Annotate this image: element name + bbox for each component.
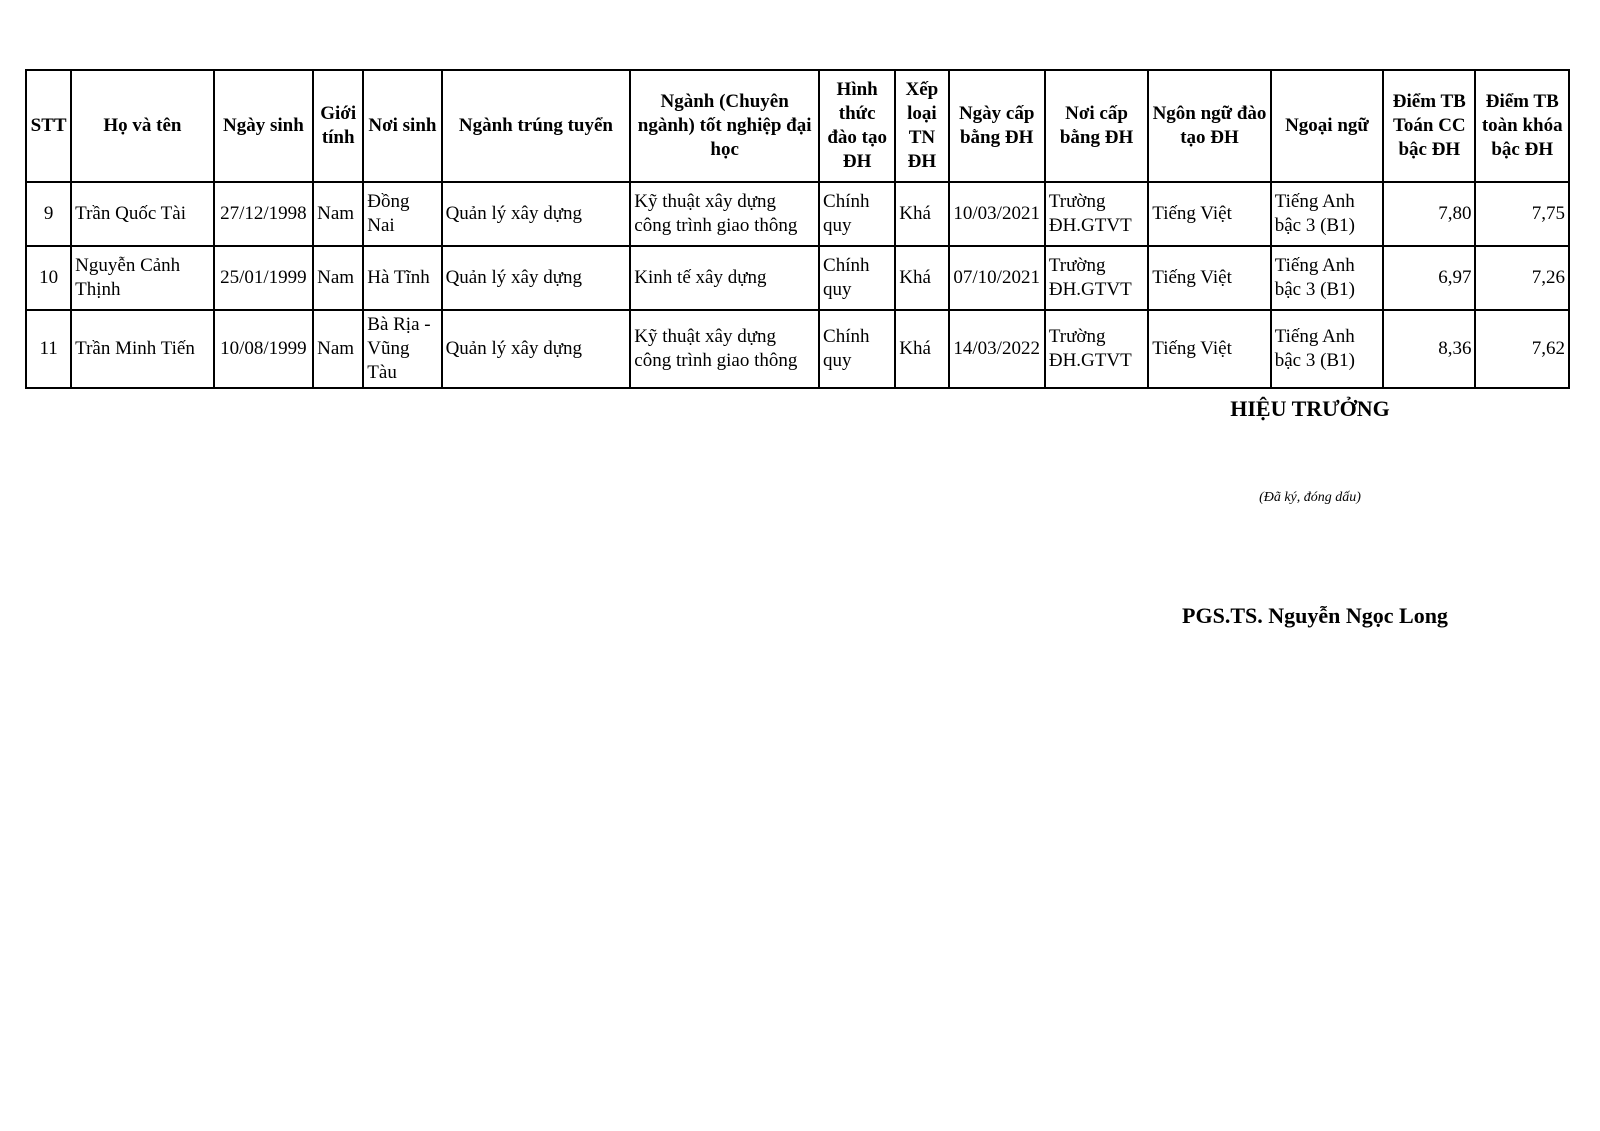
cell-birthplace: Hà Tĩnh <box>363 246 441 310</box>
cell-avg-total: 7,62 <box>1475 310 1569 388</box>
cell-degree-date: 10/03/2021 <box>949 182 1045 246</box>
cell-gender: Nam <box>313 182 363 246</box>
cell-rank: Khá <box>895 182 948 246</box>
table-row <box>26 182 1569 246</box>
cell-training-form: Chính quy <box>819 310 895 388</box>
cell-dob: 10/08/1999 <box>214 310 313 388</box>
header-avg-math: Điểm TB Toán CC bậc ĐH <box>1383 70 1475 182</box>
cell-avg-total: 7,26 <box>1475 246 1569 310</box>
cell-name: Nguyễn Cảnh Thịnh <box>71 246 214 310</box>
cell-grad-major: Kỹ thuật xây dựng công trình giao thông <box>630 182 819 246</box>
table-row <box>26 310 1569 388</box>
cell-issuer: Trường ĐH.GTVT <box>1045 182 1148 246</box>
cell-name: Trần Quốc Tài <box>71 182 214 246</box>
header-grad-major: Ngành (Chuyên ngành) tốt nghiệp đại học <box>630 70 819 182</box>
cell-name: Trần Minh Tiến <box>71 310 214 388</box>
header-admitted-major: Ngành trúng tuyển <box>442 70 631 182</box>
cell-foreign-lang: Tiếng Anh bậc 3 (B1) <box>1271 182 1383 246</box>
header-training-form: Hình thức đào tạo ĐH <box>819 70 895 182</box>
cell-training-form: Chính quy <box>819 246 895 310</box>
cell-stt: 9 <box>26 182 71 246</box>
cell-dob: 27/12/1998 <box>214 182 313 246</box>
header-issuer: Nơi cấp bằng ĐH <box>1045 70 1148 182</box>
results-table <box>25 69 1570 389</box>
cell-gender: Nam <box>313 310 363 388</box>
cell-foreign-lang: Tiếng Anh bậc 3 (B1) <box>1271 310 1383 388</box>
cell-rank: Khá <box>895 310 948 388</box>
header-degree-date: Ngày cấp bằng ĐH <box>949 70 1045 182</box>
cell-avg-math: 7,80 <box>1383 182 1475 246</box>
cell-avg-math: 6,97 <box>1383 246 1475 310</box>
cell-language: Tiếng Việt <box>1148 246 1270 310</box>
cell-issuer: Trường ĐH.GTVT <box>1045 246 1148 310</box>
signatory-name: PGS.TS. Nguyễn Ngọc Long <box>1182 603 1448 628</box>
header-row <box>26 70 1569 182</box>
cell-birthplace: Bà Rịa - Vũng Tàu <box>363 310 441 388</box>
table-row <box>26 246 1569 310</box>
cell-stt: 11 <box>26 310 71 388</box>
cell-admitted-major: Quản lý xây dựng <box>442 182 631 246</box>
cell-grad-major: Kinh tế xây dựng <box>630 246 819 310</box>
cell-avg-math: 8,36 <box>1383 310 1475 388</box>
signature-note: (Đã ký, đóng dấu) <box>1259 490 1361 505</box>
cell-grad-major: Kỹ thuật xây dựng công trình giao thông <box>630 310 819 388</box>
cell-birthplace: Đồng Nai <box>363 182 441 246</box>
cell-avg-total: 7,75 <box>1475 182 1569 246</box>
cell-training-form: Chính quy <box>819 182 895 246</box>
cell-foreign-lang: Tiếng Anh bậc 3 (B1) <box>1271 246 1383 310</box>
header-rank: Xếp loại TN ĐH <box>895 70 948 182</box>
cell-issuer: Trường ĐH.GTVT <box>1045 310 1148 388</box>
cell-language: Tiếng Việt <box>1148 182 1270 246</box>
cell-degree-date: 07/10/2021 <box>949 246 1045 310</box>
cell-admitted-major: Quản lý xây dựng <box>442 310 631 388</box>
cell-dob: 25/01/1999 <box>214 246 313 310</box>
header-foreign-lang: Ngoại ngữ <box>1271 70 1383 182</box>
header-avg-total: Điểm TB toàn khóa bậc ĐH <box>1475 70 1569 182</box>
header-stt: STT <box>26 70 71 182</box>
header-birthplace: Nơi sinh <box>363 70 441 182</box>
signature-title: HIỆU TRƯỞNG <box>1230 396 1390 421</box>
header-gender: Giới tính <box>313 70 363 182</box>
cell-gender: Nam <box>313 246 363 310</box>
header-name: Họ và tên <box>71 70 214 182</box>
cell-rank: Khá <box>895 246 948 310</box>
cell-degree-date: 14/03/2022 <box>949 310 1045 388</box>
header-dob: Ngày sinh <box>214 70 313 182</box>
header-language: Ngôn ngữ đào tạo ĐH <box>1148 70 1270 182</box>
cell-stt: 10 <box>26 246 71 310</box>
cell-admitted-major: Quản lý xây dựng <box>442 246 631 310</box>
cell-language: Tiếng Việt <box>1148 310 1270 388</box>
